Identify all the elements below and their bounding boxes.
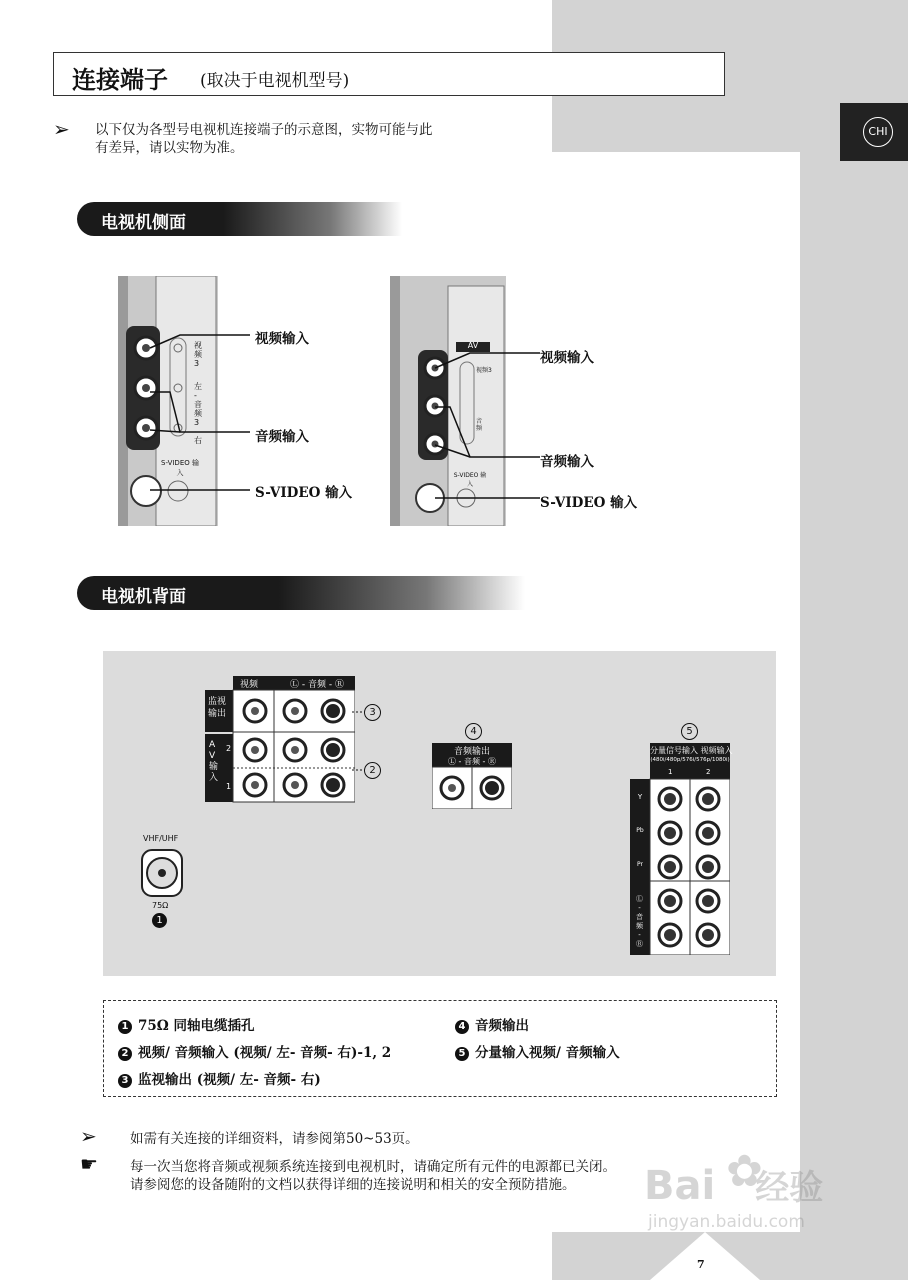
av-col-video: 视频 [240, 680, 259, 690]
component-col2: 2 [706, 768, 711, 776]
side1-audio3-text: 左 - 音 频 3 - 右 [194, 382, 202, 445]
av-row-input: A V 输 入 [209, 740, 219, 783]
page-title: 连接端子 [72, 65, 168, 94]
top-note-line2: 有差异，请以实物为准。 [95, 140, 244, 156]
legend-num-3: 3 [118, 1074, 132, 1088]
side1-video3-text: 视 频 3 [194, 341, 202, 368]
component-block [630, 743, 733, 955]
component-row-pr: Pr [637, 861, 643, 868]
antenna-num: 1 [152, 913, 167, 928]
watermark-url: jingyan.baidu.com [648, 1212, 805, 1232]
side2-audio-label: 音频输入 [540, 454, 594, 470]
language-tab [840, 103, 908, 161]
audio-out-sub: Ⓛ - 音频 - Ⓡ [448, 757, 496, 766]
pointing-hand-icon: ☛ [80, 1152, 98, 1176]
callout-3: 3 [364, 704, 381, 721]
antenna-ohm: 75Ω [152, 901, 169, 910]
av-col-audio: Ⓛ - 音频 - Ⓡ [290, 680, 344, 690]
legend-num-4: 4 [455, 1020, 469, 1034]
footnote-documentation: 请参阅您的设备随附的文档以获得详细的连接说明和相关的安全预防措施。 [130, 1177, 576, 1193]
side1-svideo-label: S-VIDEO 输入 [255, 485, 353, 501]
antenna-label: VHF/UHF [143, 834, 179, 843]
page-title-box [53, 52, 725, 96]
legend-num-5: 5 [455, 1047, 469, 1061]
side1-svideo-text: S-VIDEO 输入 [161, 459, 199, 477]
side2-svideo-text: S-VIDEO 输入 [453, 472, 487, 488]
av-row-2: 2 [226, 744, 232, 753]
callout-2: 2 [364, 762, 381, 779]
legend-item-3 [118, 1068, 321, 1088]
legend-text-5: 分量输入视频/ 音频输入 [475, 1045, 620, 1061]
component-audio-label: Ⓛ - 音频 - Ⓡ [636, 895, 643, 948]
side2-svideo-label: S-VIDEO 输入 [540, 495, 638, 511]
component-num: 5 [681, 723, 698, 740]
antenna-jack [140, 848, 184, 898]
paw-icon: ✿ [726, 1146, 763, 1197]
section-title-back: 电视机背面 [101, 587, 186, 607]
av-row-1: 1 [226, 782, 232, 791]
note-arrow-icon: ➢ [53, 117, 70, 141]
component-sub: (480i/480p/576i/576p/1080i) [650, 757, 730, 763]
page-number: 7 [697, 1258, 705, 1271]
footnote-arrow-icon: ➢ [80, 1124, 97, 1148]
legend-text-1: 75Ω 同轴电缆插孔 [138, 1018, 255, 1034]
legend-item-1 [118, 1014, 255, 1034]
watermark-brand-text: Bai [644, 1163, 716, 1209]
page-subtitle: (取决于电视机型号) [200, 71, 350, 91]
top-note [95, 121, 433, 157]
side2-audio-text: 音频 [476, 418, 483, 432]
baidu-watermark [618, 1140, 878, 1250]
watermark-brand-cn: 经验 [755, 1168, 824, 1208]
side2-video3-text: 视频3 [476, 367, 492, 374]
side1-video-label: 视频输入 [255, 331, 309, 347]
legend-text-3: 监视输出 (视频/ 左- 音频- 右) [138, 1072, 321, 1088]
language-label: CHI [863, 117, 893, 147]
legend-text-4: 音频输出 [475, 1018, 529, 1034]
av-row-monitor: 监视 输出 [208, 697, 227, 719]
side-panel-2-leaders [430, 345, 550, 505]
side2-video-label: 视频输入 [540, 350, 594, 366]
audio-out-title: 音频输出 [453, 747, 490, 757]
top-note-line1: 以下仅为各型号电视机连接端子的示意图，实物可能与此 [95, 122, 433, 138]
component-title: 分量信号输入 视频输入 [650, 746, 733, 755]
side1-audio-label: 音频输入 [255, 429, 309, 445]
legend-num-1: 1 [118, 1020, 132, 1034]
component-col1: 1 [668, 768, 673, 776]
component-row-y: Y [637, 793, 643, 801]
legend-item-2 [118, 1041, 391, 1061]
legend-item-5 [455, 1041, 620, 1061]
section-header-side [77, 202, 402, 236]
audio-out-num: 4 [465, 723, 482, 740]
section-header-back [77, 576, 525, 610]
side-panel-1-leaders [140, 330, 260, 500]
footnote-reference: 如需有关连接的详细资料，请参阅第50~53页。 [130, 1131, 419, 1147]
section-title-side: 电视机侧面 [101, 213, 186, 233]
right-gray-strip [800, 152, 908, 1280]
legend-text-2: 视频/ 音频输入 (视频/ 左- 音频- 右)-1, 2 [138, 1045, 392, 1061]
legend-item-4 [455, 1014, 529, 1034]
side2-av-text: AV [467, 341, 479, 350]
component-row-pb: Pb [636, 827, 644, 834]
legend-num-2: 2 [118, 1047, 132, 1061]
footnote-power-warning: 每一次当您将音频或视频系统连接到电视机时，请确定所有元件的电源都已关闭。 [130, 1159, 616, 1175]
